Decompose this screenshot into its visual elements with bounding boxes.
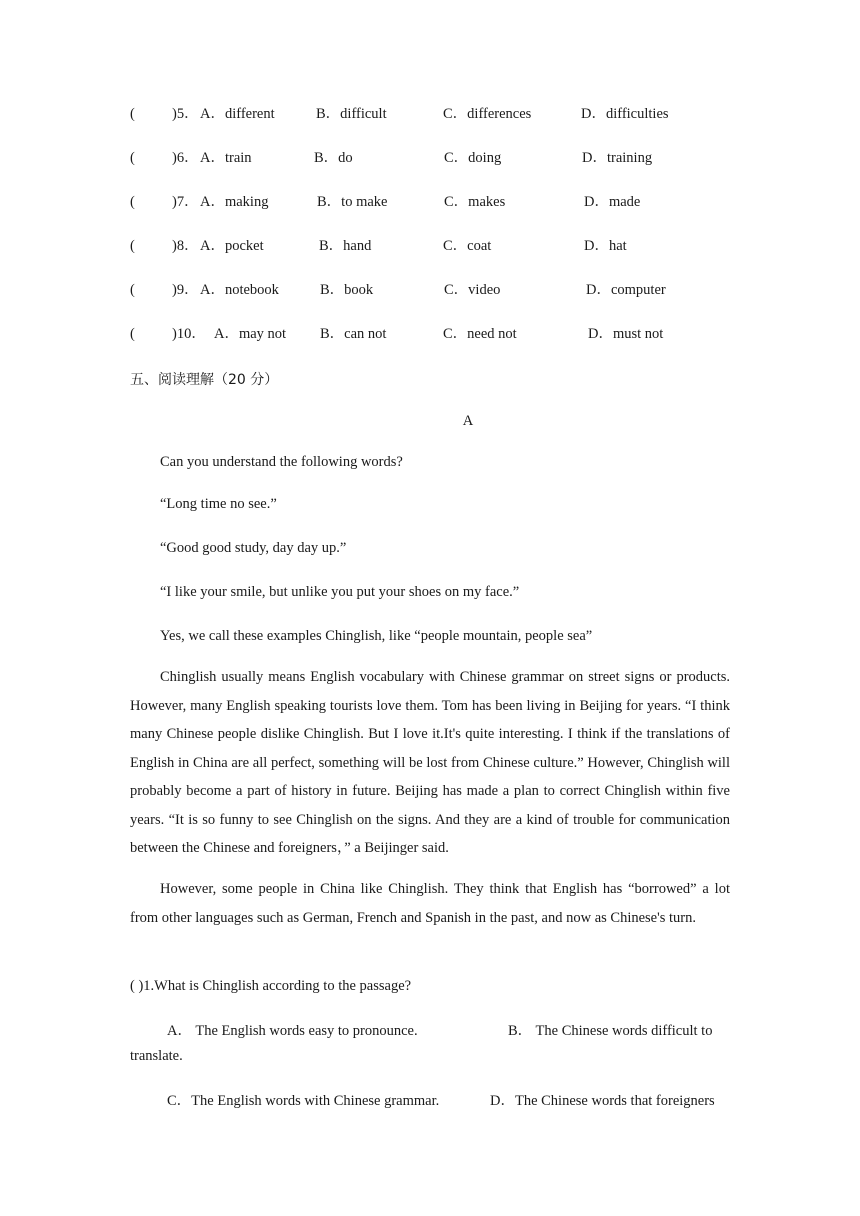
- option-b: B．can not: [320, 326, 387, 342]
- paragraph-text: However, some people in China like Chinglish. They think that English has “borrowed” a lot from other languages such as German, French and Spanish in the past, and now as Chinese's turn.: [130, 881, 730, 926]
- question-number: )8．: [172, 238, 199, 254]
- reading-option-a: A． The English words easy to pronounce.: [167, 1023, 418, 1039]
- option-b: B．to make: [317, 194, 388, 210]
- question-number: )7．: [172, 194, 199, 210]
- option-b: B．book: [320, 282, 374, 298]
- option-a: A．train: [200, 150, 252, 166]
- option-d: D．must not: [588, 326, 664, 342]
- option-d: D．computer: [586, 282, 666, 298]
- option-c: C．need not: [443, 326, 517, 342]
- option-a: A．may not: [214, 326, 287, 342]
- option-b: B．difficult: [316, 106, 387, 122]
- answer-paren: (: [130, 282, 135, 298]
- reading-question-stem: ( )1.What is Chinglish according to the passage?: [130, 978, 412, 994]
- option-c: C．makes: [444, 194, 506, 210]
- reading-option-b-continued: translate.: [130, 1048, 183, 1064]
- option-c: C．differences: [443, 106, 532, 122]
- option-d: D．difficulties: [581, 106, 669, 122]
- passage-paragraph-1: [130, 663, 730, 863]
- question-number: )6．: [172, 150, 199, 166]
- passage-quote-2: “Good good study, day day up.”: [160, 540, 347, 556]
- option-d: D．hat: [584, 238, 627, 254]
- question-number: )10．: [172, 326, 206, 342]
- passage-chinglish-line: Yes, we call these examples Chinglish, like “people mountain, people sea”: [160, 628, 593, 644]
- question-number: )9．: [172, 282, 199, 298]
- reading-option-d: D．The Chinese words that foreigners: [490, 1093, 715, 1109]
- passage-quote-3: “I like your smile, but unlike you put your shoes on my face.”: [160, 584, 520, 600]
- passage-label: A: [462, 413, 474, 429]
- answer-paren: (: [130, 326, 135, 342]
- answer-paren: (: [130, 238, 135, 254]
- passage-quote-1: “Long time no see.”: [160, 496, 277, 512]
- passage-paragraph-2: [130, 875, 730, 932]
- option-a: A．notebook: [200, 282, 279, 298]
- option-a: A．pocket: [200, 238, 264, 254]
- option-b: B．hand: [319, 238, 372, 254]
- option-c: C．video: [444, 282, 501, 298]
- option-d: D．training: [582, 150, 653, 166]
- reading-options-ab: [130, 1019, 730, 1039]
- section-title: 五、阅读理解（20 分）: [130, 372, 279, 388]
- reading-option-c: C．The English words with Chinese grammar.: [167, 1093, 440, 1109]
- option-c: C．doing: [444, 150, 502, 166]
- reading-options-cd: [130, 1089, 730, 1109]
- option-b: B．do: [314, 150, 353, 166]
- answer-paren: (: [130, 194, 135, 210]
- option-d: D．made: [584, 194, 641, 210]
- option-a: A．different: [200, 106, 275, 122]
- option-c: C．coat: [443, 238, 492, 254]
- passage-intro: Can you understand the following words?: [160, 454, 403, 470]
- answer-paren: (: [130, 150, 135, 166]
- paragraph-text: Chinglish usually means English vocabulary with Chinese grammar on street signs or products. However, many English speaking tourists love them. Tom has been living in Beijing for years. “I think many Chinese people dislike Chinglish. But I love it.It's quite interesting. I think if the translations of English in China are all perfect, something will be lost from Chinese culture.” However, Chinglish will probably become a part of history in future. Beijing has made a plan to correct Chinglish within five years. “It is so funny to see Chinglish on the signs. And they are a kind of trouble for communication between the Chinese and foreigners，” a Beijinger said.: [130, 669, 730, 856]
- question-number: )5．: [172, 106, 199, 122]
- reading-option-b: B． The Chinese words difficult to: [508, 1023, 713, 1039]
- option-a: A．making: [200, 194, 269, 210]
- answer-paren: (: [130, 106, 135, 122]
